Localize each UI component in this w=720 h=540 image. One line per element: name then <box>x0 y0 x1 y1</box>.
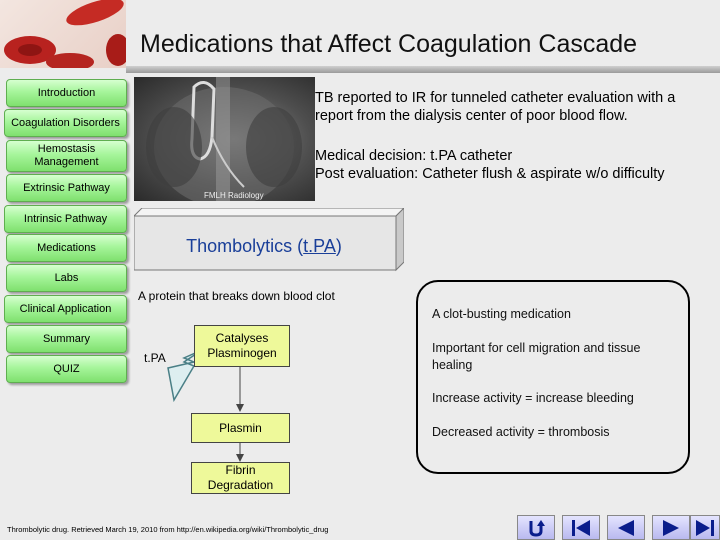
tpa-link[interactable]: t.PA <box>303 236 336 256</box>
nav-label: Hemostasis Management <box>34 143 99 168</box>
header-divider <box>126 66 720 73</box>
nav-summary-button[interactable] <box>6 325 127 353</box>
next-slide-icon <box>660 519 682 537</box>
plasmin-box: Plasmin <box>191 413 290 443</box>
citation: Thrombolytic drug. Retrieved March 19, 2010 from http://en.wikipedia.org/wiki/Thrombolytic_drug <box>7 525 329 534</box>
xray-illustration <box>134 77 315 201</box>
section-heading <box>134 236 394 257</box>
header-blood-cells-image <box>0 0 126 68</box>
nav-label: Coagulation Disorders <box>11 116 120 129</box>
nav-quiz-button[interactable] <box>6 355 127 383</box>
post-evaluation-label: Post evaluation: <box>315 166 419 182</box>
panel-note: A clot-busting medication <box>432 307 571 321</box>
nav-clinical-application-button[interactable] <box>4 295 127 323</box>
first-slide-icon <box>570 519 592 537</box>
info-panel <box>416 280 690 474</box>
nav-label: Intrinsic Pathway <box>23 212 108 225</box>
nav-label: Medications <box>37 241 96 254</box>
post-evaluation-value: Catheter flush & aspirate w/o difficulty <box>418 166 665 182</box>
catheter-xray-image <box>134 77 315 201</box>
previous-slide-icon <box>615 519 637 537</box>
return-icon <box>525 519 547 537</box>
nav-extrinsic-pathway-button[interactable] <box>6 174 127 202</box>
first-slide-button[interactable] <box>562 515 600 540</box>
nav-label: Extrinsic Pathway <box>23 181 110 194</box>
nav-label: Summary <box>42 332 91 345</box>
tpa-label: t.PA <box>144 351 166 365</box>
decision-label: Medical decision: <box>315 148 427 164</box>
nav-intrinsic-pathway-button[interactable] <box>4 205 127 233</box>
previous-slide-button[interactable] <box>607 515 645 540</box>
heading-suffix: ) <box>335 236 342 256</box>
protein-description: A protein that breaks down blood clot <box>138 289 335 303</box>
panel-note: Increase activity = increase bleeding <box>432 391 634 405</box>
next-slide-button[interactable] <box>652 515 690 540</box>
return-button[interactable] <box>517 515 555 540</box>
panel-note: Decreased activity = thrombosis <box>432 425 610 439</box>
red-blood-cells-illustration <box>0 0 126 68</box>
nav-hemostasis-management-button[interactable] <box>6 140 127 172</box>
nav-label: Clinical Application <box>19 302 112 315</box>
decision-text <box>315 147 715 183</box>
xray-caption: FMLH Radiology <box>204 191 264 200</box>
nav-coagulation-disorders-button[interactable] <box>4 109 127 137</box>
nav-label: Labs <box>54 271 79 284</box>
fibrin-degradation-box: Fibrin Degradation <box>191 462 290 494</box>
catalyses-plasminogen-box: Catalyses Plasminogen <box>194 325 290 367</box>
nav-label: QUIZ <box>53 362 80 375</box>
nav-label: Introduction <box>37 86 96 99</box>
nav-labs-button[interactable] <box>6 264 127 292</box>
last-slide-button[interactable] <box>690 515 720 540</box>
report-text: TB reported to IR for tunneled catheter evaluation with a report from the dialysis center of poor blood flow. <box>315 90 676 124</box>
nav-introduction-button[interactable] <box>6 79 127 107</box>
panel-note: Important for cell migration and tissue healing <box>432 341 641 372</box>
decision-value: t.PA catheter <box>426 148 513 164</box>
heading-prefix: Thombolytics ( <box>186 236 304 256</box>
last-slide-icon <box>694 519 716 537</box>
nav-medications-button[interactable] <box>6 234 127 262</box>
page-title: Medications that Affect Coagulation Cascade <box>140 30 638 58</box>
